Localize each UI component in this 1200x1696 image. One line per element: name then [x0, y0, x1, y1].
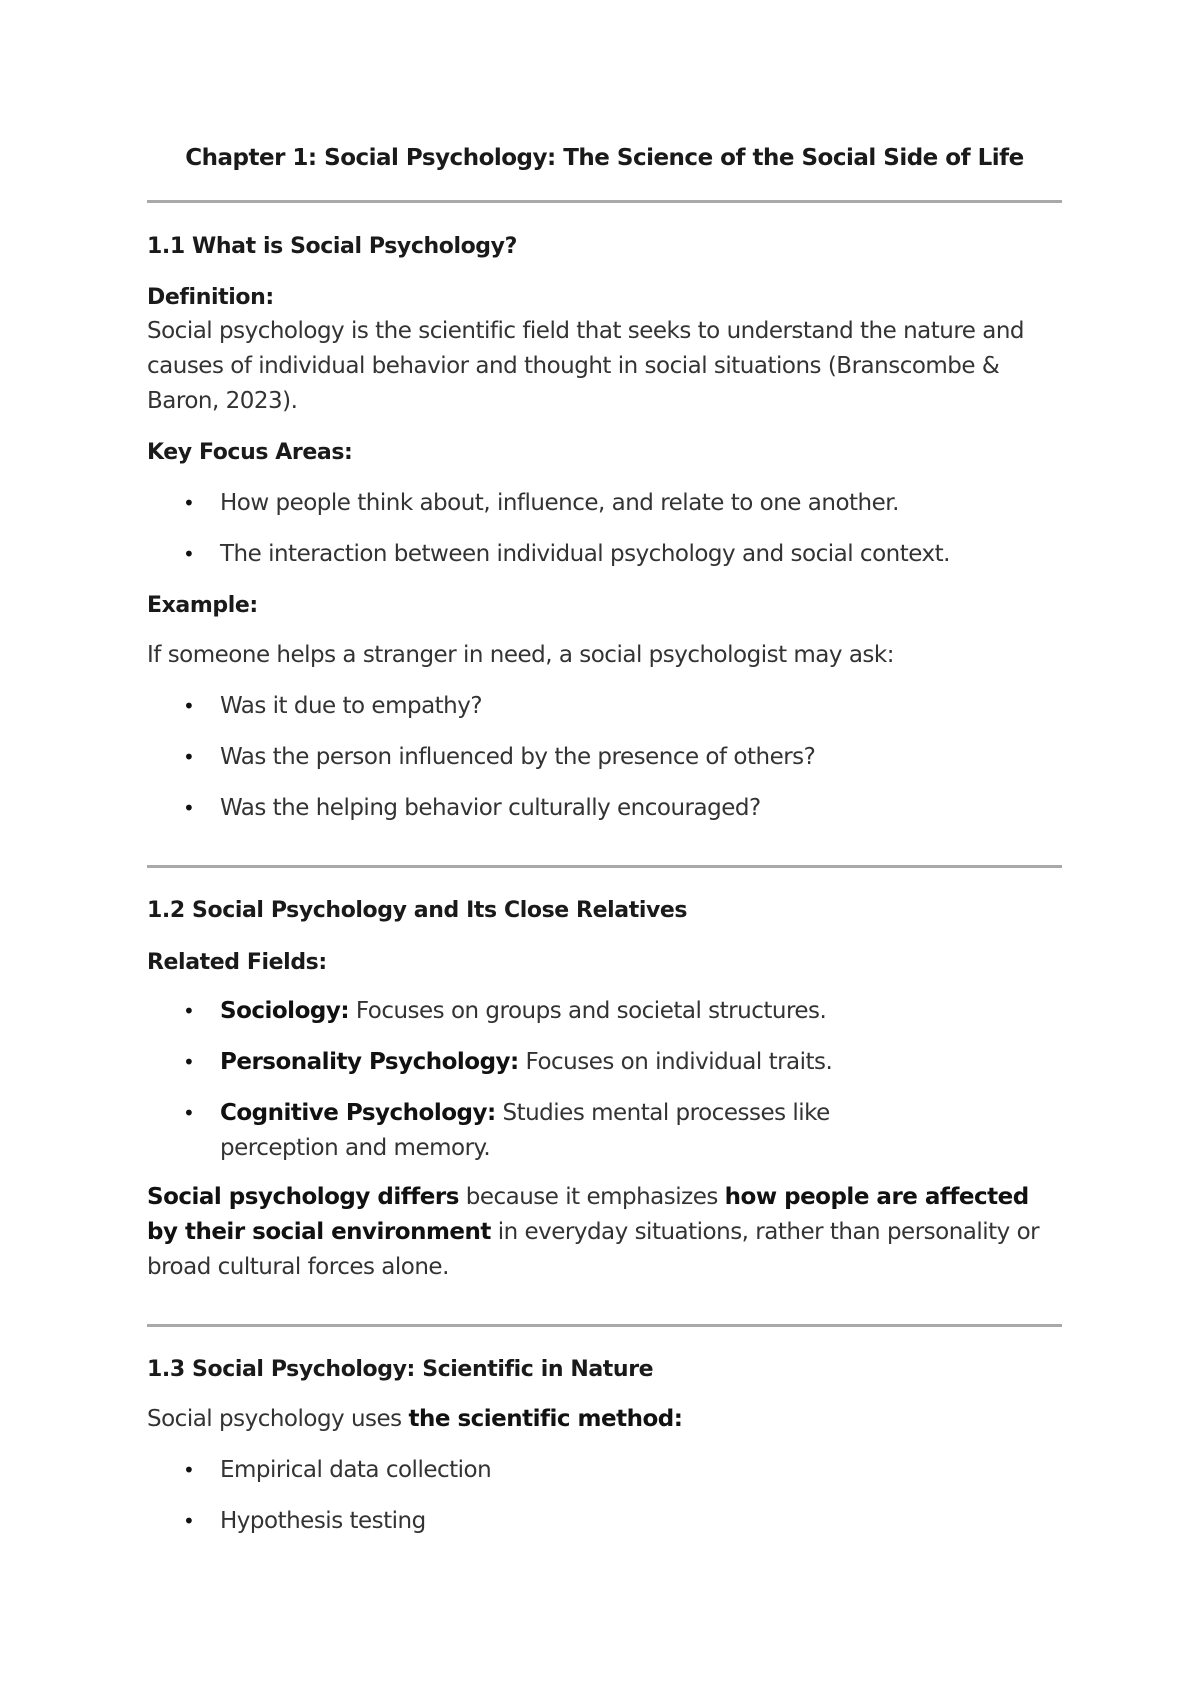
- divider: [147, 1324, 1062, 1327]
- related-fields-label: Related Fields:: [147, 950, 327, 975]
- divider: [147, 865, 1062, 868]
- example-label: Example:: [147, 593, 258, 618]
- definition-text: Social psychology is the scientific field that seeks to understand the nature and causes of individual behavior and thought in social situations (Branscombe & Baron, 2023).: [147, 318, 1025, 414]
- bullet-icon: •: [183, 1509, 195, 1533]
- bullet-icon: •: [183, 796, 195, 820]
- bullet-icon: •: [183, 542, 195, 566]
- bullet-icon: •: [183, 999, 195, 1023]
- example-intro: If someone helps a stranger in need, a social psychologist may ask:: [147, 642, 894, 668]
- bullet-icon: •: [183, 1050, 195, 1074]
- key-focus-label: Key Focus Areas:: [147, 440, 353, 465]
- divider: [147, 200, 1062, 203]
- method-intro: Social psychology uses the scientific method:: [147, 1406, 683, 1432]
- bullet-icon: •: [183, 1101, 195, 1125]
- bullet-icon: •: [183, 694, 195, 718]
- section-heading-1-1: 1.1 What is Social Psychology?: [147, 234, 517, 259]
- bullet-icon: •: [183, 745, 195, 769]
- differs-paragraph: Social psychology differs because it emphasizes how people are affected by their social environment in everyday situations, rather than personality or broad cultural forces alone.: [147, 1184, 1040, 1280]
- page-title: Chapter 1: Social Psychology: The Science of the Social Side of Life: [185, 145, 1024, 171]
- bullet-icon: •: [183, 491, 195, 515]
- definition-label: Definition:: [147, 285, 274, 310]
- section-heading-1-3: 1.3 Social Psychology: Scientific in Nature: [147, 1357, 654, 1382]
- bullet-icon: •: [183, 1458, 195, 1482]
- section-heading-1-2: 1.2 Social Psychology and Its Close Relatives: [147, 898, 688, 923]
